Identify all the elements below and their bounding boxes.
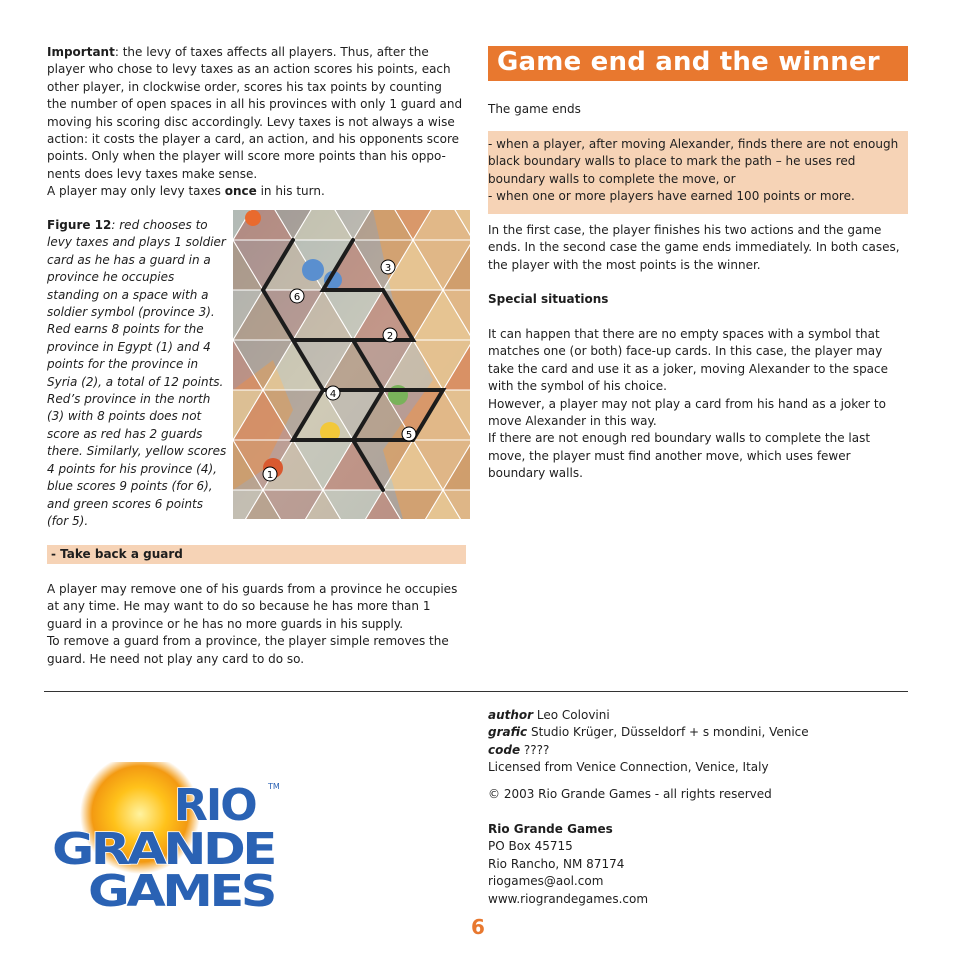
important-label: Important <box>47 45 115 59</box>
special-p1: It can happen that there are no empty spaces with a symbol that matches one (or both) face-up cards. In this case, the player may take the card and use it as a joker, moving Alexander to the space with the symbol of his choice. <box>488 327 889 394</box>
svg-text:6: 6 <box>293 292 301 303</box>
svg-text:3: 3 <box>384 263 392 274</box>
logo-line-grande: GRANDE <box>52 824 274 875</box>
svg-text:1: 1 <box>266 470 274 481</box>
province-number-5 <box>402 427 416 441</box>
province-number-2 <box>383 328 397 342</box>
credit-author <box>488 707 908 724</box>
special-p2: However, a player may not play a card from his hand as a joker to move Alexander in this way. <box>488 396 886 429</box>
once-bold: once <box>224 184 257 199</box>
grafic-label: grafic <box>488 725 528 740</box>
copyright-text: © 2003 Rio Grande Games - all rights reserved <box>488 787 772 801</box>
credits-block <box>488 707 908 777</box>
board-figure <box>233 210 470 519</box>
section-heading: Game end and the winner <box>497 47 880 77</box>
province-number-1 <box>263 467 277 481</box>
figure-caption-text: : red chooses to levy taxes and plays 1 soldier card as he has a guard in a province he occupies standing on a space with a soldier symbol (province 3). Red earns 8 points for the province in Egypt (1) and 4 points for the province in Syria (2), a total of 12 points. Red’s province in the north (3) with 8 points does not score as red has 2 guards there. Similarly, yellow scores 4 points for his province (4), blue scores 9 points (for 6), and green scores 6 points (for 5). <box>47 218 227 528</box>
figure-caption <box>47 217 227 530</box>
publisher-name: Rio Grande Games <box>488 822 613 836</box>
logo-line-games: GAMES <box>88 866 275 908</box>
take-back-p1: A player may remove one of his guards from a province he occupies at any time. He may want to do so because he has more than 1 guard in a province or he has no more guards in his supply. <box>47 582 458 631</box>
province-number-6 <box>290 289 304 303</box>
publisher-email[interactable]: riogames@aol.com <box>488 874 604 889</box>
take-back-label: - Take back a guard <box>51 547 183 561</box>
credit-license: Licensed from Venice Connection, Venice, Italy <box>488 760 769 775</box>
svg-text:2: 2 <box>386 331 394 342</box>
once-pre: A player may only levy taxes <box>47 184 225 199</box>
trademark-mark: TM <box>268 782 280 791</box>
end-condition-2: - when one or more players have earned 100 points or more. <box>488 189 855 204</box>
section-heading-bar <box>488 46 908 81</box>
take-back-body <box>47 581 463 668</box>
credit-code <box>488 742 908 759</box>
address-line-2: Rio Rancho, NM 87174 <box>488 856 625 871</box>
publisher-website[interactable]: www.riograndegames.com <box>488 891 649 906</box>
svg-text:5: 5 <box>405 430 413 441</box>
grafic-value: Studio Krüger, Düsseldorf + s mondini, Venice <box>527 725 809 740</box>
address-line-1: PO Box 45715 <box>488 839 573 854</box>
logo-line-rio: RIO <box>174 780 256 831</box>
author-value: Leo Colovini <box>533 708 610 722</box>
svg-text:4: 4 <box>329 389 337 400</box>
special-p3: If there are not enough red boundary walls to complete the last move, the player must find another move, which uses fewer boundary walls. <box>488 431 871 481</box>
page-number: 6 <box>471 915 485 939</box>
figure-label: Figure 12 <box>47 218 112 232</box>
once-post: in his turn. <box>256 184 325 199</box>
special-situations-body <box>488 326 908 483</box>
publisher-address <box>488 821 908 908</box>
province-number-3 <box>381 260 395 274</box>
horizontal-divider <box>44 691 908 692</box>
end-condition-1: - when a player, after moving Alexander, finds there are not enough black boundary walls to place to mark the path – he uses red boundary walls to complete the move, or <box>488 137 899 186</box>
end-conditions-box <box>488 131 908 214</box>
blue-guard <box>302 259 324 281</box>
important-text: : the levy of taxes affects all players. Thus, after the player who chose to levy taxes as an action scores his points, each other player, in clockwise order, scores his tax points by counting the number of open spaces in all his provinces with only 1 guard and moving his scoring disc accordingly. Levy taxes is not always a wise action: it costs the player a card, an action, and his opponents score points. Only when the player will score more points than his oppo-nents does levy taxes make sense. <box>47 45 463 181</box>
code-label: code <box>488 742 521 757</box>
game-ends-label: The game ends <box>488 102 581 116</box>
credit-grafic <box>488 724 908 741</box>
red-guard <box>245 210 261 226</box>
rio-grande-games-logo <box>52 762 286 908</box>
end-explanation: In the first case, the player finishes his two actions and the game ends. In the second case the game ends immediately. In both cases, the player with the most points is the winner. <box>488 223 900 272</box>
important-paragraph <box>47 44 463 201</box>
special-situations-heading: Special situations <box>488 292 609 306</box>
take-back-heading <box>47 545 466 564</box>
take-back-p2: To remove a guard from a province, the player simple removes the guard. He need not play any card to do so. <box>47 634 449 666</box>
province-number-4 <box>326 386 340 400</box>
author-label: author <box>488 708 534 722</box>
code-value: ???? <box>520 742 550 757</box>
